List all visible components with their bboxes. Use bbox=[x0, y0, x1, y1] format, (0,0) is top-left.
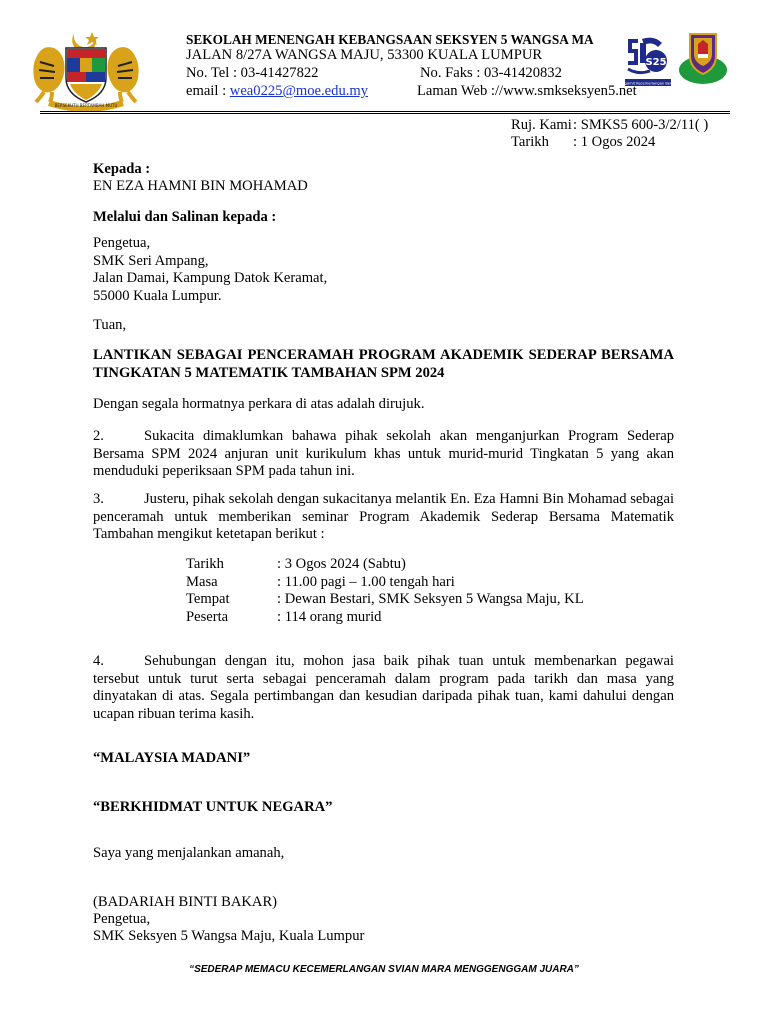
paragraph-number: 2. bbox=[93, 428, 104, 444]
detail-value: : 114 orang murid bbox=[277, 608, 382, 625]
letter-subject: LANTIKAN SEBAGAI PENCERAMAH PROGRAM AKADEMIK SEDERAP BERSAMA TINGKATAN 5 MATEMATIK TAMBAHAN SPM 2024 bbox=[93, 347, 674, 381]
detail-row bbox=[186, 591, 584, 609]
slogan-berkhidmat: “BERKHIDMAT UNTUK NEGARA” bbox=[93, 799, 333, 815]
header-divider bbox=[40, 111, 730, 112]
paragraph-number: 4. bbox=[93, 653, 104, 669]
paragraph-3 bbox=[93, 491, 674, 544]
melalui-label: Melalui dan Salinan kepada : bbox=[93, 209, 277, 225]
kepada-label: Kepada : bbox=[93, 161, 151, 177]
detail-label: Masa bbox=[186, 573, 218, 590]
school-address: JALAN 8/27A WANGSA MAJU, 53300 KUALA LUMPUR bbox=[186, 47, 543, 63]
address-line: 55000 Kuala Lumpur. bbox=[93, 287, 222, 304]
crest-motto: BERSEKUTU BERTAMBAH MUTU bbox=[54, 103, 118, 108]
ref-label: Ruj. Kami bbox=[511, 117, 572, 133]
paragraph-1: Dengan segala hormatnya perkara di atas adalah dirujuk. bbox=[93, 396, 425, 412]
signatory-org: SMK Seksyen 5 Wangsa Maju, Kuala Lumpur bbox=[93, 928, 365, 944]
s25-logo-text: S25 bbox=[645, 57, 667, 68]
signatory-title: Pengetua, bbox=[93, 911, 151, 927]
event-details bbox=[186, 556, 584, 626]
email-link[interactable]: wea0225@moe.edu.my bbox=[229, 83, 369, 99]
school-name: SEKOLAH MENENGAH KEBANGSAAN SEKSYEN 5 WANGSA MA bbox=[186, 32, 594, 47]
recipient-address bbox=[93, 235, 674, 305]
email-label: email : bbox=[186, 83, 230, 99]
detail-value: : 11.00 pagi – 1.00 tengah hari bbox=[277, 573, 455, 590]
detail-label: Tempat bbox=[186, 591, 230, 607]
footer-motto: “SEDERAP MEMACU KECEMERLANGAN SVIAN MARA MENGGENGGAM JUARA” bbox=[189, 964, 579, 975]
detail-label: Tarikh bbox=[186, 556, 224, 572]
address-line: Jalan Damai, Kampung Datok Keramat, bbox=[93, 270, 328, 286]
header-divider-secondary bbox=[40, 113, 730, 114]
detail-row bbox=[186, 556, 584, 574]
address-line: Pengetua, bbox=[93, 235, 151, 251]
date-value: : 1 Ogos 2024 bbox=[573, 134, 656, 150]
paragraph-text: Sukacita dimaklumkan bahawa pihak sekolah akan menganjurkan Program Sederap Bersama SPM 2024 anjuran unit kurikulum khas untuk murid-murid Tingkatan 5 yang akan menduduki peperiksaan SPM pada tahun ini. bbox=[93, 428, 674, 479]
recipient-name: EN EZA HAMNI BIN MOHAMAD bbox=[93, 178, 308, 194]
slogan-malaysia-madani: “MALAYSIA MADANI” bbox=[93, 750, 251, 766]
closing-line: Saya yang menjalankan amanah, bbox=[93, 845, 285, 861]
paragraph-number: 3. bbox=[93, 491, 104, 507]
ref-value: : SMKS5 600-3/2/11( ) bbox=[573, 117, 709, 133]
school-fax: No. Faks : 03-41420832 bbox=[420, 65, 562, 81]
school-tel: No. Tel : 03-41427822 bbox=[186, 65, 319, 81]
letter-date bbox=[511, 134, 655, 152]
detail-row bbox=[186, 609, 584, 627]
reference-number bbox=[511, 117, 708, 135]
school-shield-logo bbox=[678, 32, 728, 88]
detail-label: Peserta bbox=[186, 608, 229, 625]
school-email-line bbox=[186, 83, 368, 101]
signatory-name: (BADARIAH BINTI BAKAR) bbox=[93, 894, 278, 910]
detail-row bbox=[186, 574, 584, 592]
detail-value: : Dewan Bestari, SMK Seksyen 5 Wangsa Maju, KL bbox=[277, 591, 584, 607]
school-website: Laman Web ://www.smkseksyen5.net bbox=[417, 83, 637, 99]
date-label: Tarikh bbox=[511, 134, 549, 150]
coat-of-arms-logo bbox=[30, 28, 142, 110]
paragraph-text: Justeru, pihak sekolah dengan sukacitanya melantik En. Eza Hamni Bin Mohamad sebagai penceramah untuk memberikan seminar Program Akademik Sederap Bersama Matematik Tambahan mengikut ketetapan berikut : bbox=[93, 491, 674, 542]
detail-value: : 3 Ogos 2024 (Sabtu) bbox=[277, 556, 406, 572]
salutation: Tuan, bbox=[93, 317, 127, 333]
paragraph-text: Sehubungan dengan itu, mohon jasa baik pihak tuan untuk membenarkan pegawai tersebut untuk turut serta sebagai penceramah dalam program pada tarikh dan masa yang dinyatakan di atas. Segala pertimbangan dan kesudian daripada pihak tuan, kami dahului dengan ucapan ribuan terima kasih. bbox=[93, 653, 674, 722]
paragraph-4 bbox=[93, 653, 674, 723]
paragraph-2 bbox=[93, 428, 674, 481]
address-line: SMK Seri Ampang, bbox=[93, 252, 209, 269]
s25-logo-caption: Menggamit Kecemerlangan Bersama bbox=[614, 81, 682, 86]
